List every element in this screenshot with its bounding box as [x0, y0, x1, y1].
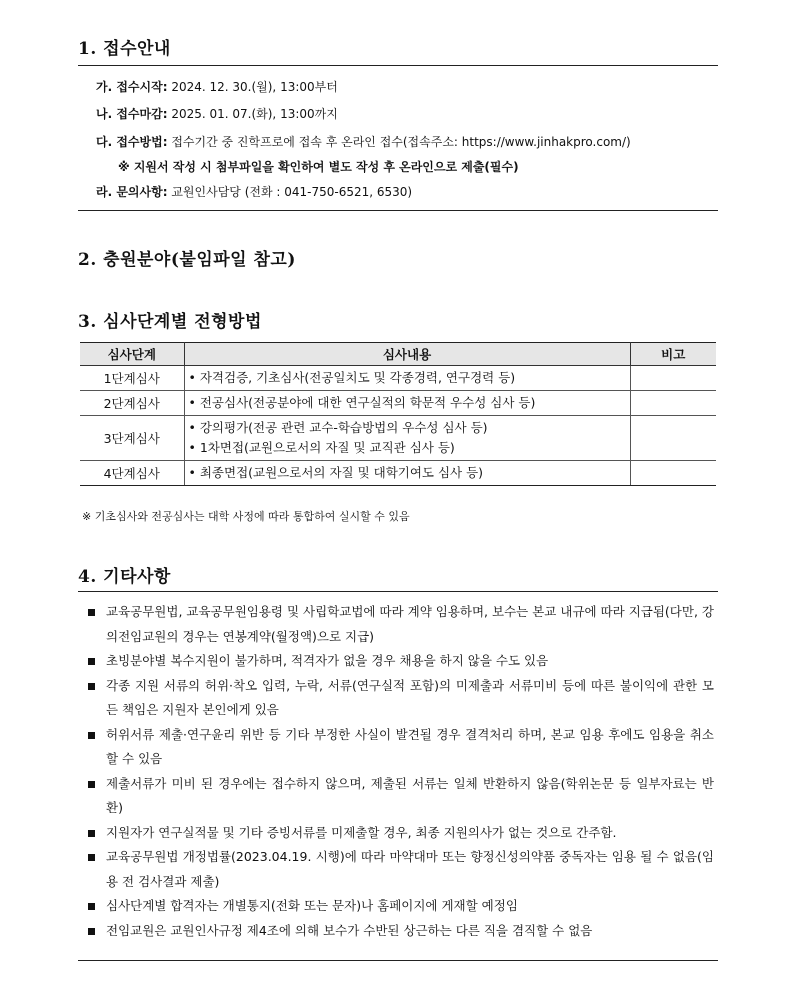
square-bullet-icon: [88, 928, 95, 935]
info-label: 나. 접수마감:: [96, 107, 168, 121]
table-row: [80, 461, 716, 486]
content-item: • 1차면접(교원으로서의 자질 및 교직관 심사 등): [188, 440, 455, 455]
list-item-text: 심사단계별 합격자는 개별통지(전화 또는 문자)나 홈페이지에 게재할 예정임: [106, 898, 518, 913]
info-label: 다. 접수방법:: [96, 135, 168, 149]
square-bullet-icon: [88, 830, 95, 837]
table-footnote: ※ 기초심사와 전공심사는 대학 사정에 따라 통합하여 실시할 수 있음: [82, 510, 410, 523]
screening-table: [80, 342, 716, 486]
list-item: [88, 649, 714, 674]
section4-heading: 4. 기타사항: [78, 567, 171, 587]
divider: [78, 591, 718, 592]
list-item-text: 각종 지원 서류의 허위·착오 입력, 누락, 서류(연구실적 포함)의 미제출과 서류미비 등에 따른 불이익에 관한 모든 책임은 지원자 본인에게 있음: [106, 677, 714, 717]
list-item: [88, 600, 714, 649]
square-bullet-icon: [88, 781, 95, 788]
list-item-text: 전임교원은 교원인사규정 제4조에 의해 보수가 수반된 상근하는 다른 직을 겸직할 수 없음: [106, 922, 593, 938]
list-item-text: 교육공무원법 개정법률(2023.04.19. 시행)에 따라 마약대마 또는 향정신성의약품 중독자는 임용 될 수 없음(임용 전 검사결과 제출): [106, 849, 714, 889]
list-item: [88, 821, 714, 846]
square-bullet-icon: [88, 854, 95, 861]
square-bullet-icon: [88, 609, 95, 616]
info-value: 2024. 12. 30.(월), 13:00부터: [171, 80, 338, 94]
stage-cell: 1단계심사: [80, 366, 184, 391]
remark-cell: [630, 366, 716, 391]
content-cell: [184, 366, 630, 391]
content-item: • 최종면접(교원으로서의 자질 및 대학기여도 심사 등): [188, 465, 484, 480]
content-cell: [184, 391, 630, 416]
content-item: • 자격검증, 기초심사(전공일치도 및 각종경력, 연구경력 등): [188, 370, 516, 385]
table-row: [80, 416, 716, 461]
square-bullet-icon: [88, 658, 95, 665]
table-row: [80, 366, 716, 391]
content-cell: [184, 461, 630, 486]
section1-heading: 1. 접수안내: [78, 39, 171, 59]
square-bullet-icon: [88, 903, 95, 910]
list-item: [88, 723, 714, 772]
list-item: [88, 919, 714, 944]
remark-cell: [630, 416, 716, 461]
submission-notice: ※ 지원서 작성 시 첨부파일을 확인하여 별도 작성 후 온라인으로 제출(필수): [118, 160, 519, 174]
remark-cell: [630, 461, 716, 486]
stage-cell: 2단계심사: [80, 391, 184, 416]
info-start: [96, 78, 338, 95]
section3-heading: 3. 심사단계별 전형방법: [78, 312, 262, 332]
divider: [78, 65, 718, 66]
info-contact: [96, 183, 412, 200]
info-deadline: [96, 105, 338, 122]
info-label: 라. 문의사항:: [96, 185, 168, 199]
info-value: 접수기간 중 진학프로에 접속 후 온라인 접수(접속주소: https://www.jinhakpro.com/): [171, 135, 631, 149]
info-value: 교원인사담당 (전화 : 041-750-6521, 6530): [171, 185, 413, 199]
divider: [78, 960, 718, 961]
square-bullet-icon: [88, 683, 95, 690]
stage-cell: 3단계심사: [80, 416, 184, 461]
list-item-text: 지원자가 연구실적물 및 기타 증빙서류를 미제출할 경우, 최종 지원의사가 없는 것으로 간주함.: [106, 824, 617, 840]
stage-cell: 4단계심사: [80, 461, 184, 486]
remark-cell: [630, 391, 716, 416]
section2-heading: 2. 충원분야(붙임파일 참고): [78, 250, 296, 270]
list-item-text: 제출서류가 미비 된 경우에는 접수하지 않으며, 제출된 서류는 일체 반환하지 않음(학위논문 등 일부자료는 반환): [106, 775, 714, 815]
square-bullet-icon: [88, 732, 95, 739]
content-cell: [184, 416, 630, 461]
table-row: [80, 391, 716, 416]
info-label: 가. 접수시작:: [96, 80, 168, 94]
info-method: [96, 133, 631, 150]
column-header: 심사단계: [80, 343, 184, 366]
list-item: [88, 845, 714, 894]
table-header-row: [80, 343, 716, 366]
divider: [78, 210, 718, 211]
list-item: [88, 894, 714, 919]
info-value: 2025. 01. 07.(화), 13:00까지: [171, 107, 338, 121]
misc-list: [88, 600, 714, 943]
content-item: • 강의평가(전공 관련 교수-학습방법의 우수성 심사 등): [188, 420, 488, 435]
list-item-text: 교육공무원법, 교육공무원임용령 및 사립학교법에 따라 계약 임용하며, 보수는 본교 내규에 따라 지급됨(다만, 강의전임교원의 경우는 연봉계약(월정액)으로 지급): [106, 604, 714, 644]
list-item: [88, 772, 714, 821]
list-item: [88, 674, 714, 723]
content-item: • 전공심사(전공분야에 대한 연구실적의 학문적 우수성 심사 등): [188, 395, 536, 410]
column-header: 비고: [630, 343, 716, 366]
list-item-text: 초빙분야별 복수지원이 불가하며, 적격자가 없을 경우 채용을 하지 않을 수도 있음: [106, 653, 549, 668]
list-item-text: 허위서류 제출·연구윤리 위반 등 기타 부정한 사실이 발견될 경우 결격처리 하며, 본교 임용 후에도 임용을 취소할 수 있음: [106, 726, 714, 766]
column-header: 심사내용: [184, 343, 630, 366]
